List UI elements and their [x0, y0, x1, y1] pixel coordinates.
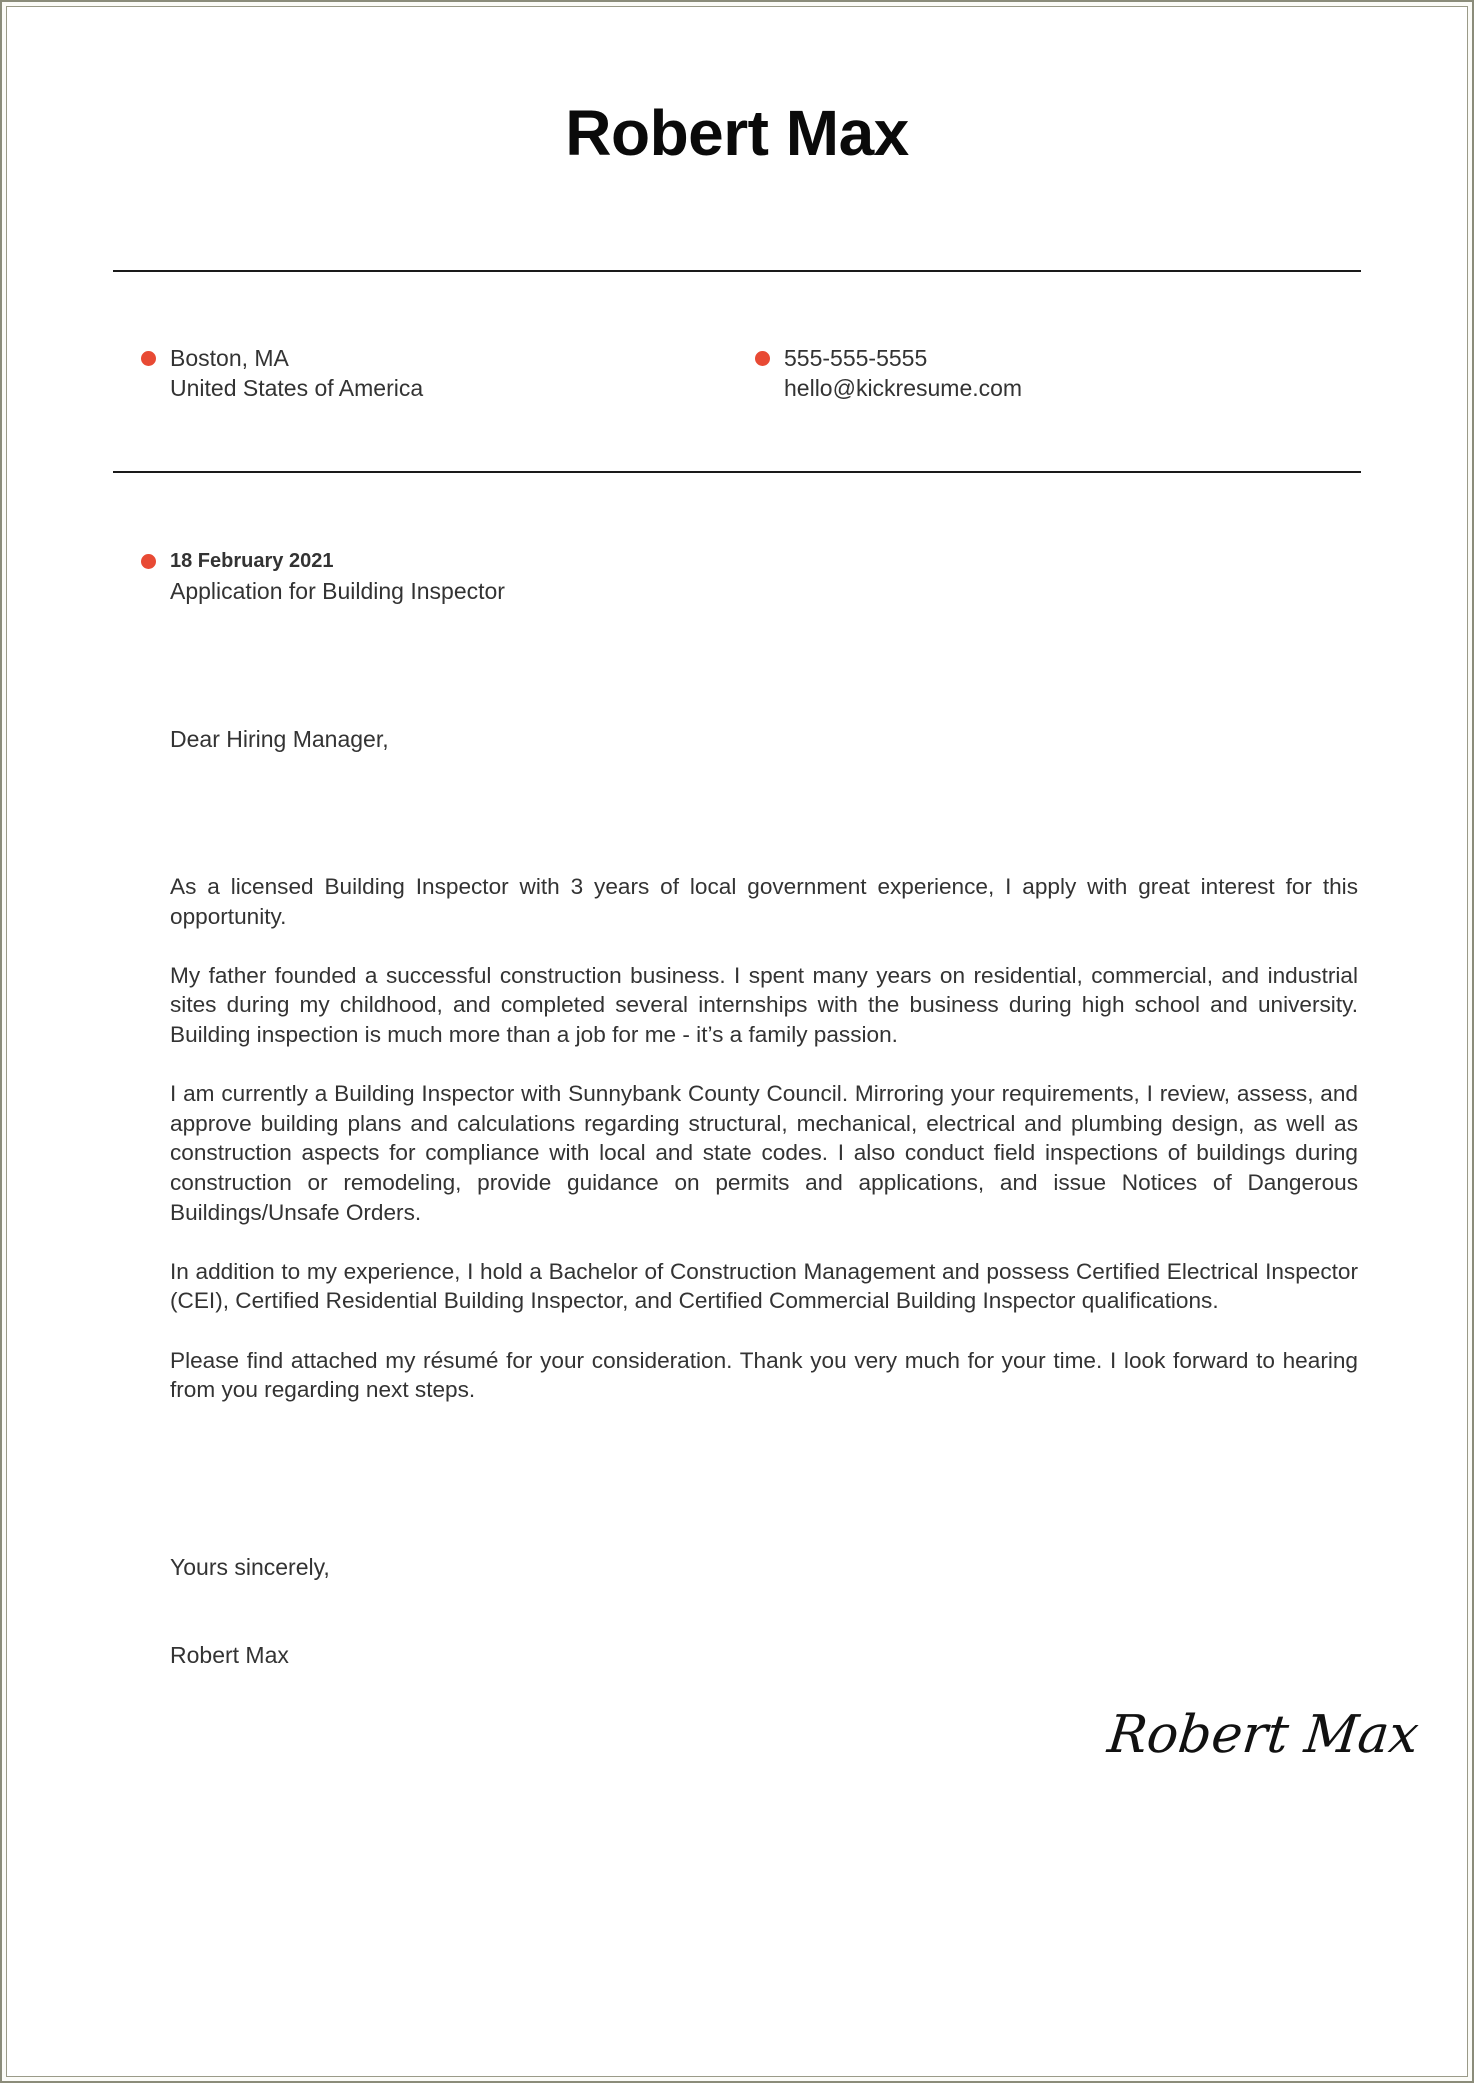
email-address[interactable]: hello@kickresume.com: [784, 375, 1023, 401]
bullet-dot-icon: [141, 554, 156, 569]
letter-body: [170, 872, 1358, 1434]
location-city: Boston, MA: [170, 345, 289, 371]
letter-date: 18 February 2021: [170, 550, 334, 572]
paragraph: My father founded a successful construction business. I spent many years on residential, commercial, and industrial sites during my childhood, and completed several internships with the business during high school and university. Building inspection is much more than a job for me - it’s a family passion.: [170, 962, 1358, 1047]
letter-subject: Application for Building Inspector: [170, 578, 505, 604]
divider-top: [113, 270, 1361, 272]
page-title: Robert Max: [565, 97, 909, 169]
location-country: United States of America: [170, 375, 424, 401]
greeting: Dear Hiring Manager,: [170, 726, 389, 752]
location-block: [170, 343, 423, 403]
divider-bottom: [113, 471, 1361, 473]
bullet-dot-icon: [141, 351, 156, 366]
paragraph: As a licensed Building Inspector with 3 years of local government experience, I apply with great interest for this opportunity.: [170, 874, 1358, 929]
handwritten-signature: Robert Max: [1104, 1705, 1422, 1765]
paragraph: I am currently a Building Inspector with Sunnybank County Council. Mirroring your requirements, I review, assess, and approve building plans and calculations regarding structural, mechanical, electrical and plumbing design, as well as construction aspects for compliance with local and state codes. I also conduct field inspections of buildings during construction or remodeling, provide guidance on permits and applications, and issue Notices of Dangerous Buildings/Unsafe Orders.: [170, 1081, 1358, 1225]
contact-block: [784, 343, 1022, 403]
bullet-dot-icon: [755, 351, 770, 366]
phone-number[interactable]: 555-555-5555: [784, 345, 928, 371]
date-subject-block: [170, 546, 505, 606]
paragraph: In addition to my experience, I hold a Bachelor of Construction Management and possess Certified Electrical Inspector (CEI), Certified Residential Building Inspector, and Certified Commercial Building Inspector qualifications.: [170, 1258, 1358, 1314]
closing: Yours sincerely,: [170, 1554, 330, 1580]
paragraph: Please find attached my résumé for your consideration. Thank you very much for your time. I look forward to hearing from you regarding next steps.: [170, 1347, 1358, 1403]
signed-name: Robert Max: [170, 1642, 289, 1668]
